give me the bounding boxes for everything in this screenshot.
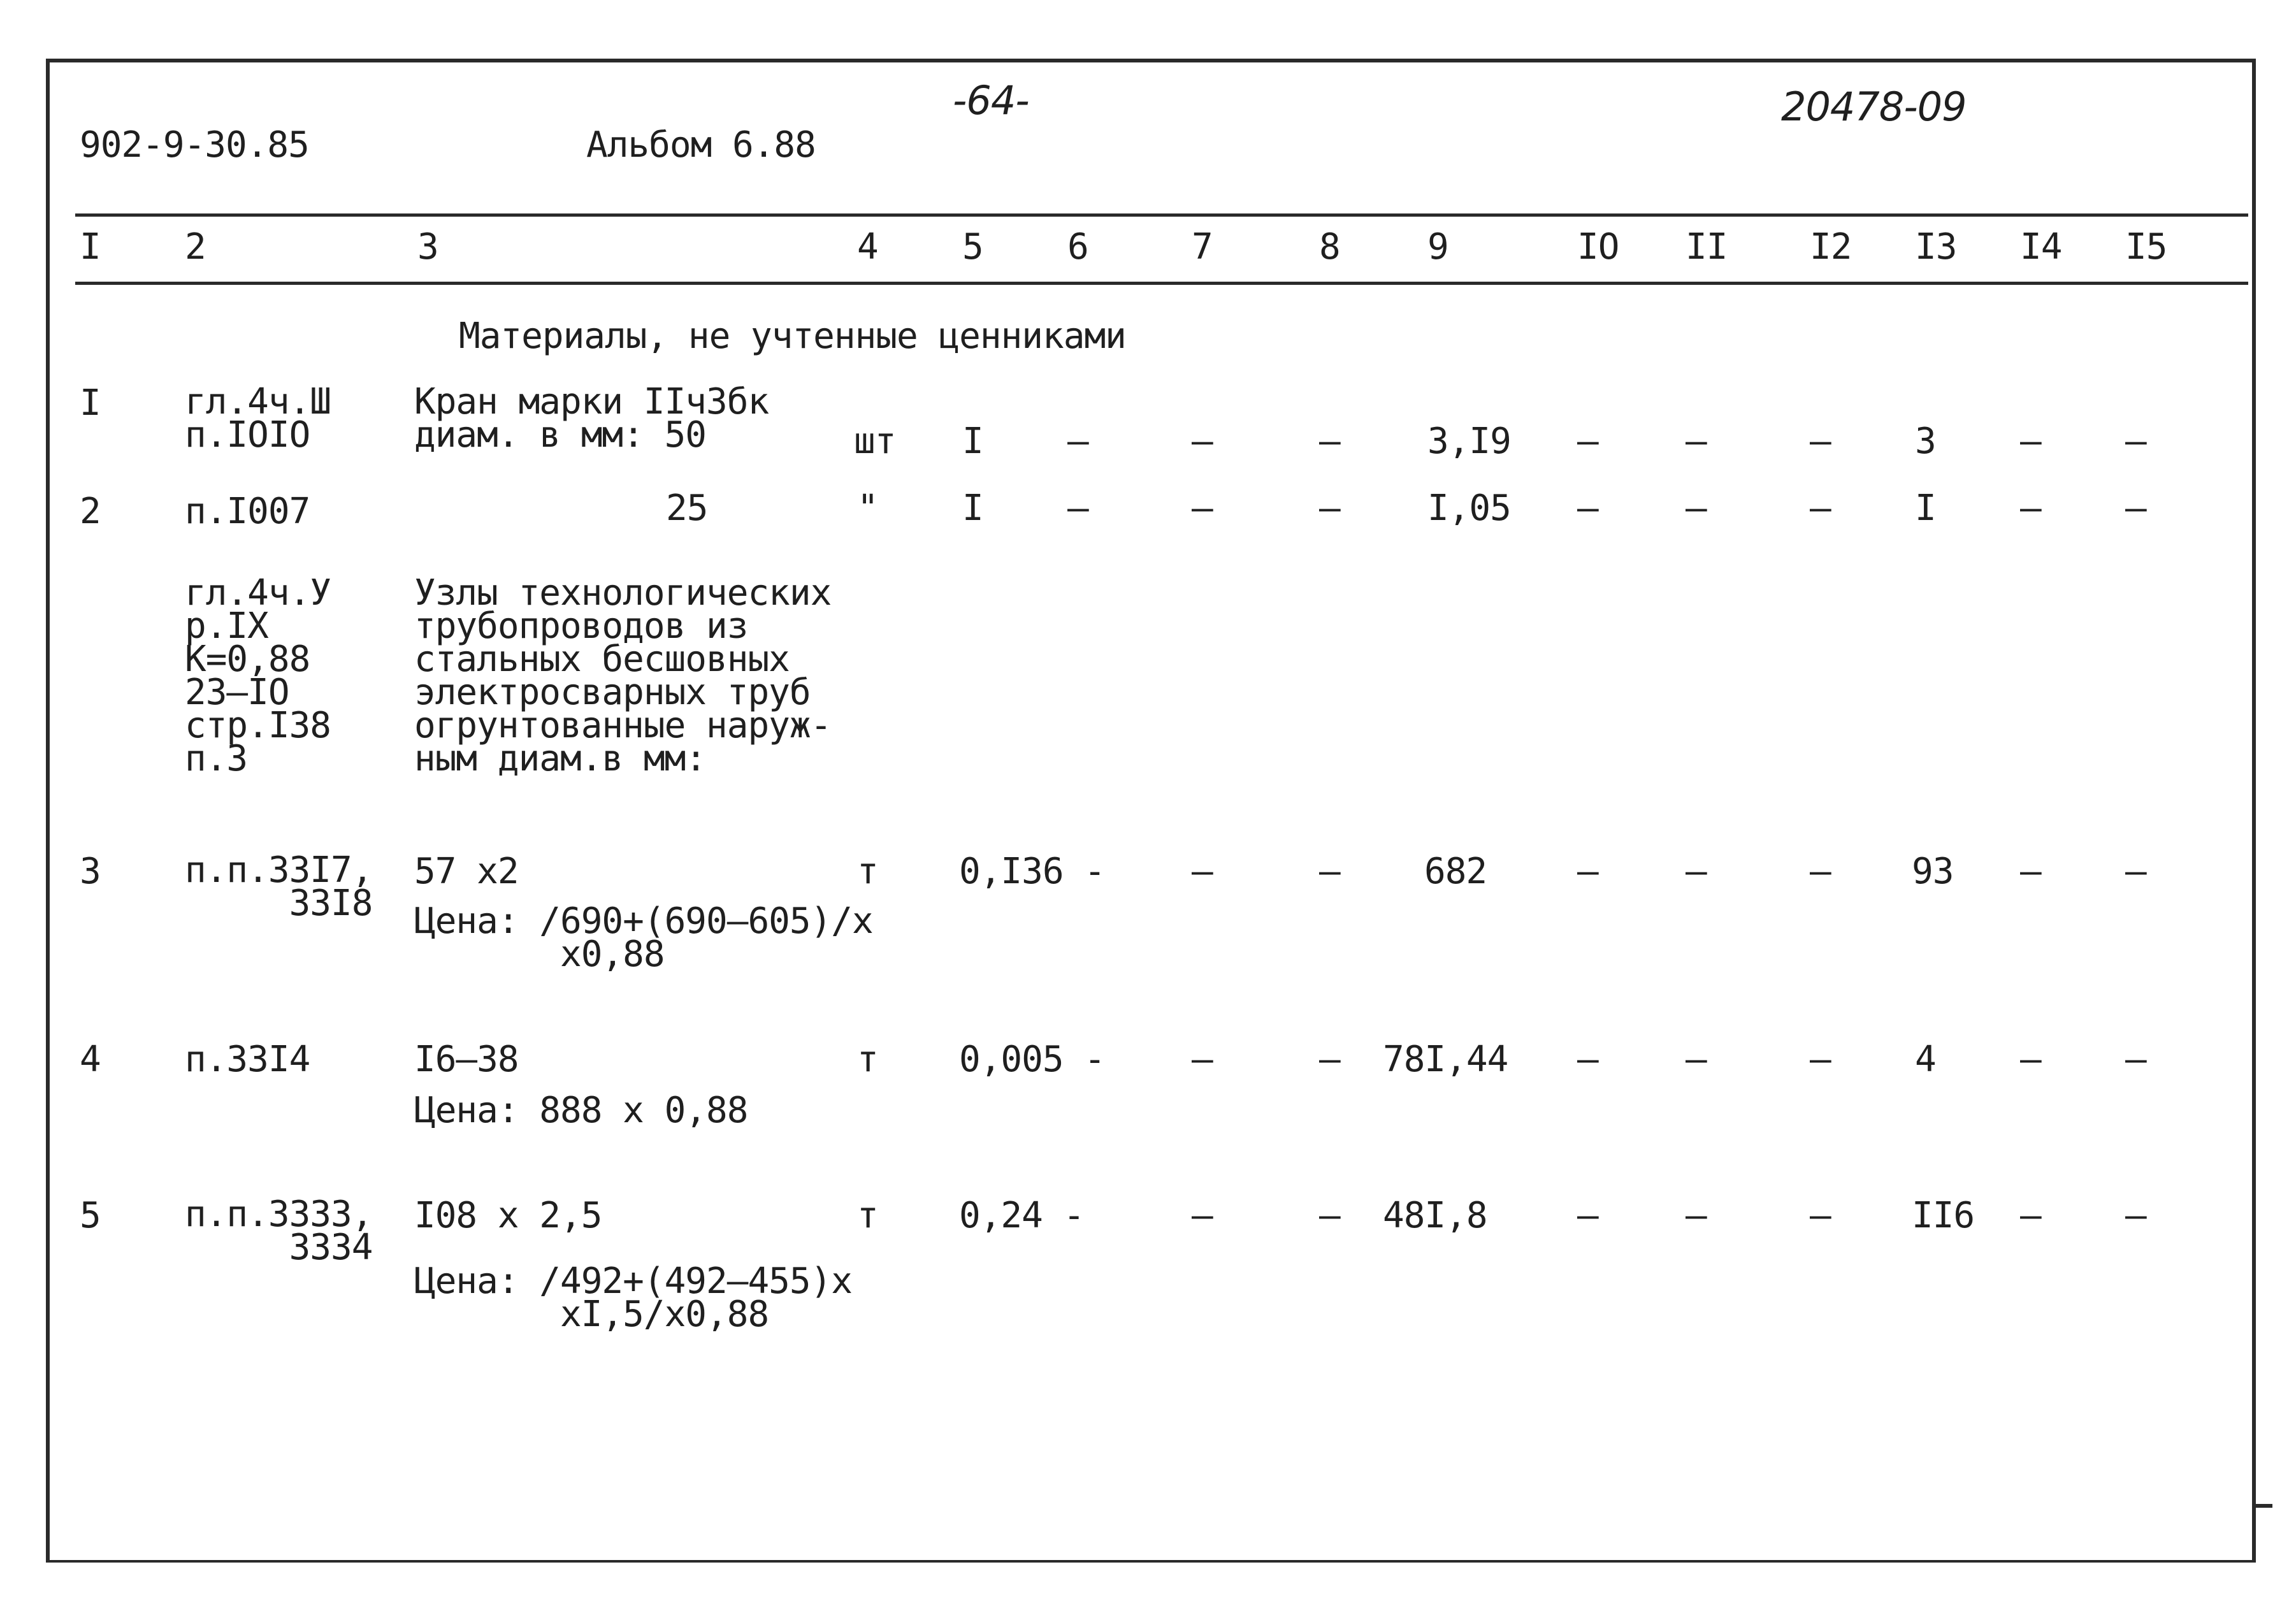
row-4-reference: п.33I4: [185, 1039, 310, 1080]
row-1-col12: –: [1810, 421, 1831, 462]
row-5-unit: т: [857, 1195, 878, 1236]
column-header-13: I3: [1915, 226, 1957, 268]
row-2-col5: I: [962, 488, 983, 529]
row-5-col9: 48I,8: [1383, 1195, 1487, 1236]
row-5-col14: –: [2020, 1195, 2041, 1236]
row-4-col13: 4: [1915, 1039, 1936, 1080]
column-header-12: I2: [1810, 226, 1852, 268]
row-2-unit: ": [857, 488, 878, 529]
row-4-number: 4: [80, 1039, 101, 1080]
row-1-col5: I: [962, 421, 983, 462]
row-3-col9: 682: [1424, 851, 1487, 892]
header-rule-top: [75, 213, 2248, 217]
row-3-description: 57 х2: [414, 851, 519, 892]
column-header-5: 5: [962, 226, 983, 268]
row-3-col10: –: [1577, 851, 1598, 892]
row-4-col7: –: [1192, 1039, 1213, 1080]
row-3-number: 3: [80, 851, 101, 892]
row-1-col11: –: [1686, 421, 1707, 462]
row-1-unit: шт: [854, 421, 896, 462]
column-header-7: 7: [1192, 226, 1213, 268]
row-4-col15: –: [2125, 1039, 2146, 1080]
row-1-col13: 3: [1915, 421, 1936, 462]
row-1-reference: гл.4ч.Ш п.IOIO: [185, 381, 331, 456]
row-3-col13: 93: [1912, 851, 1954, 892]
row-2-col6: –: [1067, 488, 1088, 529]
document-stamp: 20478-09: [1781, 83, 1967, 130]
row-2-col8: –: [1319, 488, 1340, 529]
row-4-col5: 0,005 -: [959, 1039, 1106, 1080]
row-3-col11: –: [1686, 851, 1707, 892]
row-3-col14: –: [2020, 851, 2041, 892]
row-5-col5: 0,24 -: [959, 1195, 1085, 1236]
row-1-col7: –: [1192, 421, 1213, 462]
row-3-col12: –: [1810, 851, 1831, 892]
row-4-col8: –: [1319, 1039, 1340, 1080]
column-header-15: I5: [2125, 226, 2167, 268]
row-1-description: Кран марки IIч3бк диам. в мм: 50: [414, 381, 769, 456]
column-header-6: 6: [1067, 226, 1088, 268]
row-5-description: I08 х 2,5: [414, 1195, 602, 1236]
column-header-9: 9: [1427, 226, 1448, 268]
row-5-col10: –: [1577, 1195, 1598, 1236]
section-title: Материалы, не учтенные ценниками: [459, 315, 1126, 357]
row-5-col13: II6: [1912, 1195, 1975, 1236]
row-2-col11: –: [1686, 488, 1707, 529]
row-3-price: Цена: /690+(690–605)/х х0,88: [414, 900, 873, 975]
column-header-1: I: [80, 226, 101, 268]
row-4-price: Цена: 888 х 0,88: [414, 1090, 748, 1131]
album-label: Альбом 6.88: [586, 124, 816, 166]
row-2-col14: –: [2020, 488, 2041, 529]
row-5-number: 5: [80, 1195, 101, 1236]
row-3-col15: –: [2125, 851, 2146, 892]
column-header-2: 2: [185, 226, 206, 268]
row-3-col7: –: [1192, 851, 1213, 892]
row-5-col11: –: [1686, 1195, 1707, 1236]
row-2-col13: I: [1915, 488, 1936, 529]
column-header-4: 4: [857, 226, 878, 268]
row-1-col10: –: [1577, 421, 1598, 462]
row-4-col12: –: [1810, 1039, 1831, 1080]
row-5-col15: –: [2125, 1195, 2146, 1236]
row-2-col9: I,05: [1427, 488, 1511, 529]
row-1-col15: –: [2125, 421, 2146, 462]
row-1-col8: –: [1319, 421, 1340, 462]
row-3-col5: 0,I36 -: [959, 851, 1106, 892]
row-2-number: 2: [80, 491, 101, 532]
row-5-reference: п.п.3333, 3334: [185, 1194, 373, 1268]
row-5-col8: –: [1319, 1195, 1340, 1236]
right-edge-mark: [2256, 1504, 2272, 1508]
row-1-col6: –: [1067, 421, 1088, 462]
row-5-col12: –: [1810, 1195, 1831, 1236]
row-2-col12: –: [1810, 488, 1831, 529]
row-2-col15: –: [2125, 488, 2146, 529]
column-header-14: I4: [2020, 226, 2062, 268]
row-2-description: 25: [666, 488, 708, 529]
column-header-8: 8: [1319, 226, 1340, 268]
header-rule-bottom: [75, 282, 2248, 285]
row-2-col7: –: [1192, 488, 1213, 529]
column-header-11: II: [1686, 226, 1728, 268]
row-1-col14: –: [2020, 421, 2041, 462]
column-header-10: IO: [1577, 226, 1619, 268]
row-3-reference: п.п.33I7, 33I8: [185, 849, 373, 924]
document-code: 902-9-30.85: [80, 124, 309, 166]
row-3-unit: т: [857, 851, 878, 892]
row-5-price: Цена: /492+(492–455)х хI,5/х0,88: [414, 1260, 853, 1335]
row-4-description: I6–38: [414, 1039, 519, 1080]
column-header-3: 3: [417, 226, 438, 268]
row-1-number: I: [80, 382, 101, 424]
row-3-col8: –: [1319, 851, 1340, 892]
row-4-col14: –: [2020, 1039, 2041, 1080]
row-4-unit: т: [857, 1039, 878, 1080]
row-5-col7: –: [1192, 1195, 1213, 1236]
page-number: -64-: [953, 77, 1029, 124]
group-description: Узлы технологических трубопроводов из стальных бесшовных электросварных труб огрунтованные наруж- ным диам.в мм:: [414, 572, 832, 779]
group-reference: гл.4ч.У р.IX К=0,88 23–IO стр.I38 п.3: [185, 572, 331, 779]
row-1-col9: 3,I9: [1427, 421, 1511, 462]
row-4-col9: 78I,44: [1383, 1039, 1508, 1080]
row-4-col10: –: [1577, 1039, 1598, 1080]
row-2-reference: п.I007: [185, 491, 310, 532]
row-4-col11: –: [1686, 1039, 1707, 1080]
row-2-col10: –: [1577, 488, 1598, 529]
